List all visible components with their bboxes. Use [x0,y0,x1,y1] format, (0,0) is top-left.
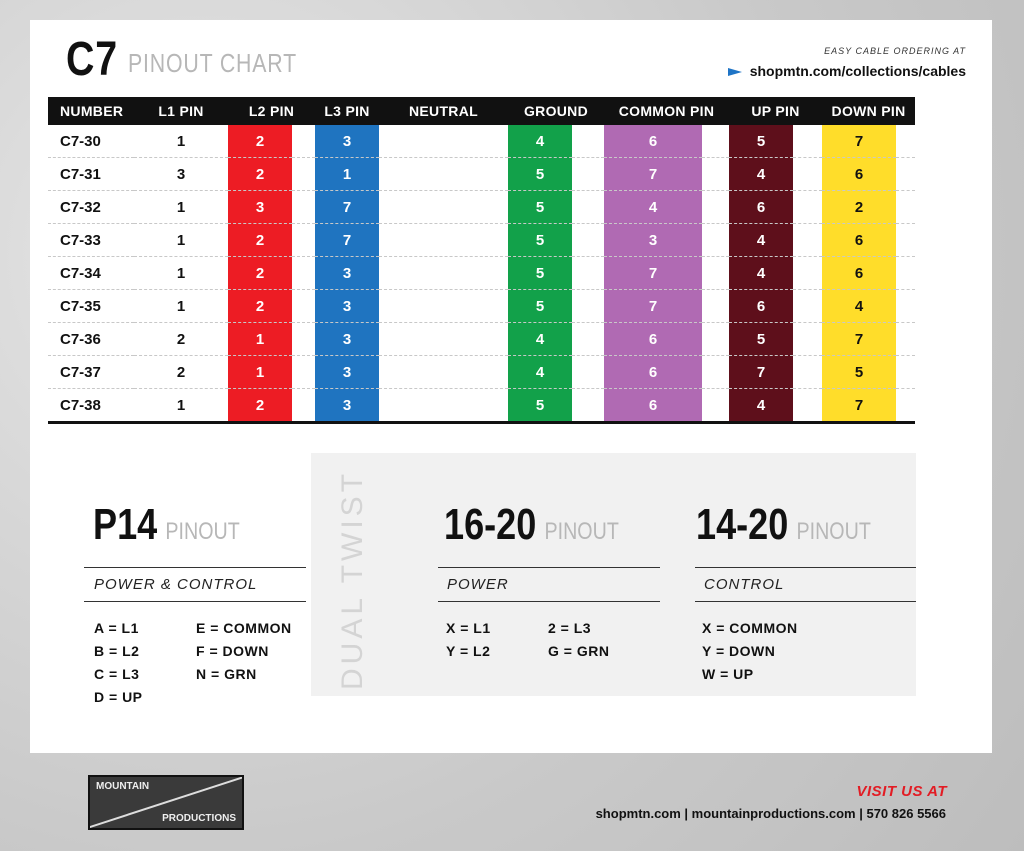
pin-cell: 6 [822,158,896,191]
table-row [48,356,915,389]
p1620-section-label: POWER [447,576,509,593]
cable-number-cell: C7-30 [48,125,134,158]
spacer-cell [793,356,822,389]
cable-number-cell: C7-38 [60,396,101,414]
visit-label: VISIT US AT [856,783,947,800]
pin-cell: 7 [822,125,896,158]
spacer-cell [896,356,915,389]
spacer-cell [896,257,915,290]
pin-cell: 6 [604,389,702,423]
pin-cell: 6 [729,191,793,224]
table-header-row [48,97,915,125]
pin-cell: 5 [729,125,793,158]
dual-twist-panel [311,453,916,696]
divider [695,567,916,568]
code-item: W = UP [702,666,754,682]
pin-cell: 1 [228,323,292,356]
divider [695,601,916,602]
pin-cell: 7 [604,257,702,290]
p14-title-sub: PINOUT [165,518,240,545]
pin-cell: 4 [729,389,793,423]
pin-cell: 6 [729,290,793,323]
spacer-cell [572,224,604,257]
pin-cell: 3 [604,224,702,257]
pin-cell: 5 [822,356,896,389]
spacer-cell [572,356,604,389]
table-row [48,224,915,257]
spacer-cell [572,389,604,423]
divider [438,601,660,602]
spacer-cell [793,125,822,158]
column-header: L3 PIN [315,97,379,125]
table-row [48,125,915,158]
pin-cell: 1 [134,125,228,158]
code-item: X = L1 [446,620,491,636]
code-item: G = GRN [548,643,610,659]
pin-cell: 5 [508,224,572,257]
pin-cell: 2 [134,323,228,356]
pin-cell [379,356,508,389]
pin-cell [379,323,508,356]
cable-number-cell: C7-34 [48,257,134,290]
column-header: NUMBER [48,97,134,125]
pin-cell: 5 [508,389,572,423]
pin-cell: 4 [729,257,793,290]
p1620-codes-col1 [446,617,491,663]
p1620-codes-col2 [548,617,609,663]
spacer-cell [572,158,604,191]
column-header: COMMON PIN [604,97,729,125]
spacer-cell [702,290,729,323]
code-item: X = COMMON [702,620,798,636]
spacer-cell [896,323,915,356]
pin-cell: 4 [729,224,793,257]
table-row [48,290,915,323]
spacer-cell [702,323,729,356]
pin-cell: 7 [604,290,702,323]
pin-cell: 6 [822,224,896,257]
contact-links[interactable]: shopmtn.com | mountainproductions.com | 570 826 5566 [595,806,946,821]
code-item: Y = L2 [446,643,491,659]
spacer-cell [793,323,822,356]
pin-cell: 2 [228,389,292,423]
column-header: GROUND [508,97,604,125]
code-item: D = UP [94,689,143,705]
pin-cell: 7 [822,323,896,356]
cable-number-cell: C7-35 [48,290,134,323]
pin-cell [379,125,508,158]
p1420-title [696,500,871,550]
pin-cell: 6 [604,323,702,356]
pin-cell [379,224,508,257]
pin-cell: 2 [228,224,292,257]
p1420-codes-col1 [702,617,798,686]
code-item: 2 = L3 [548,620,592,636]
logo-text-top: MOUNTAIN [96,781,150,792]
pin-cell: 7 [315,224,379,257]
arrow-icon [728,68,742,76]
spacer-cell [896,389,915,423]
cable-number-cell: C7-31 [48,158,134,191]
table-row [48,389,915,423]
p14-codes-col1 [94,617,143,709]
order-label: EASY CABLE ORDERING AT [824,46,966,56]
divider [438,567,660,568]
pin-cell: 3 [315,125,379,158]
pin-cell: 7 [822,389,896,423]
pin-cell [379,257,508,290]
pin-cell: 1 [315,158,379,191]
column-header: UP PIN [729,97,822,125]
pin-cell: 2 [822,191,896,224]
p1420-section-label: CONTROL [704,576,785,593]
pin-cell: 3 [228,191,292,224]
pin-cell: 2 [228,257,292,290]
spacer-cell [292,257,315,290]
pin-cell: 1 [134,224,228,257]
pin-cell: 7 [315,191,379,224]
spacer-cell [896,224,915,257]
spacer-cell [572,125,604,158]
table-row [48,323,915,356]
p1620-title-text: 16-20 [444,500,537,549]
spacer-cell [292,158,315,191]
spacer-cell [292,356,315,389]
code-item: Y = DOWN [702,643,776,659]
pin-cell: 1 [228,356,292,389]
p14-section-label: POWER & CONTROL [94,576,258,593]
code-item: F = DOWN [196,643,269,659]
pin-cell: 4 [822,290,896,323]
spacer-cell [292,224,315,257]
spacer-cell [292,389,315,423]
pin-cell: 6 [604,356,702,389]
pin-cell: 2 [228,290,292,323]
pin-cell: 3 [134,158,228,191]
spacer-cell [793,191,822,224]
pin-cell [379,389,508,423]
spacer-cell [702,356,729,389]
spacer-cell [292,323,315,356]
pin-cell: 5 [508,191,572,224]
pin-cell: 3 [315,389,379,423]
cable-number-cell: C7-32 [48,191,134,224]
p14-title [93,500,240,550]
spacer-cell [793,224,822,257]
table-row [48,158,915,191]
pin-cell: 5 [508,290,572,323]
pin-cell: 5 [508,158,572,191]
table-row [48,191,915,224]
cable-number-cell: C7-37 [48,356,134,389]
spacer-cell [702,125,729,158]
pin-cell: 1 [134,257,228,290]
pin-cell: 3 [315,290,379,323]
spacer-cell [702,224,729,257]
p1420-title-sub: PINOUT [796,518,871,545]
spacer-cell [702,389,729,423]
table-row [48,257,915,290]
page-title: C7 [66,33,118,86]
spacer-cell [702,257,729,290]
code-item: N = GRN [196,666,257,682]
p14-title-text: P14 [93,500,158,549]
pin-cell: 6 [604,125,702,158]
logo-text-bottom: PRODUCTIONS [162,813,236,824]
pin-cell: 5 [508,257,572,290]
column-header: L1 PIN [134,97,228,125]
pin-cell: 7 [604,158,702,191]
order-link[interactable] [728,63,966,79]
spacer-cell [572,257,604,290]
column-header: NEUTRAL [379,97,508,125]
dual-twist-label: DUAL TWIST [336,469,369,690]
pin-cell: 6 [822,257,896,290]
spacer-cell [896,158,915,191]
pin-cell: 2 [228,158,292,191]
p1620-title [444,500,619,550]
spacer-cell [292,125,315,158]
mountain-productions-logo[interactable] [88,775,244,830]
spacer-cell [572,323,604,356]
spacer-cell [896,125,915,158]
pin-cell: 4 [508,323,572,356]
pin-cell: 1 [134,191,228,224]
spacer-cell [702,158,729,191]
code-item: E = COMMON [196,620,292,636]
code-item: B = L2 [94,643,140,659]
spacer-cell [896,290,915,323]
p1420-title-text: 14-20 [696,500,789,549]
p1620-title-sub: PINOUT [544,518,619,545]
c7-pinout-table [48,97,915,424]
spacer-cell [572,290,604,323]
spacer-cell [292,290,315,323]
pin-cell [379,191,508,224]
pin-cell: 1 [134,290,228,323]
order-url-text: shopmtn.com/collections/cables [749,63,966,79]
pin-cell: 4 [508,356,572,389]
pin-cell: 3 [315,323,379,356]
code-item: C = L3 [94,666,140,682]
spacer-cell [793,158,822,191]
spacer-cell [793,290,822,323]
spacer-cell [292,191,315,224]
pin-cell: 4 [508,125,572,158]
pin-cell: 7 [729,356,793,389]
spacer-cell [702,191,729,224]
code-item: A = L1 [94,620,139,636]
pin-cell: 2 [228,125,292,158]
pin-cell: 4 [604,191,702,224]
pin-cell: 3 [315,356,379,389]
column-header: DOWN PIN [822,97,915,125]
spacer-cell [793,257,822,290]
page-subtitle: PINOUT CHART [128,48,297,78]
pin-cell: 2 [134,356,228,389]
cable-number-cell: C7-33 [48,224,134,257]
spacer-cell [572,191,604,224]
spacer-cell [793,389,822,423]
divider [84,601,306,602]
spacer-cell [896,191,915,224]
cable-number-cell: C7-36 [48,323,134,356]
pin-cell: 1 [176,396,186,414]
pin-cell [379,158,508,191]
pin-cell: 3 [315,257,379,290]
pin-cell [379,290,508,323]
divider [84,567,306,568]
pin-cell: 4 [729,158,793,191]
column-header: L2 PIN [228,97,315,125]
p14-codes-col2 [196,617,292,686]
pin-cell: 5 [729,323,793,356]
